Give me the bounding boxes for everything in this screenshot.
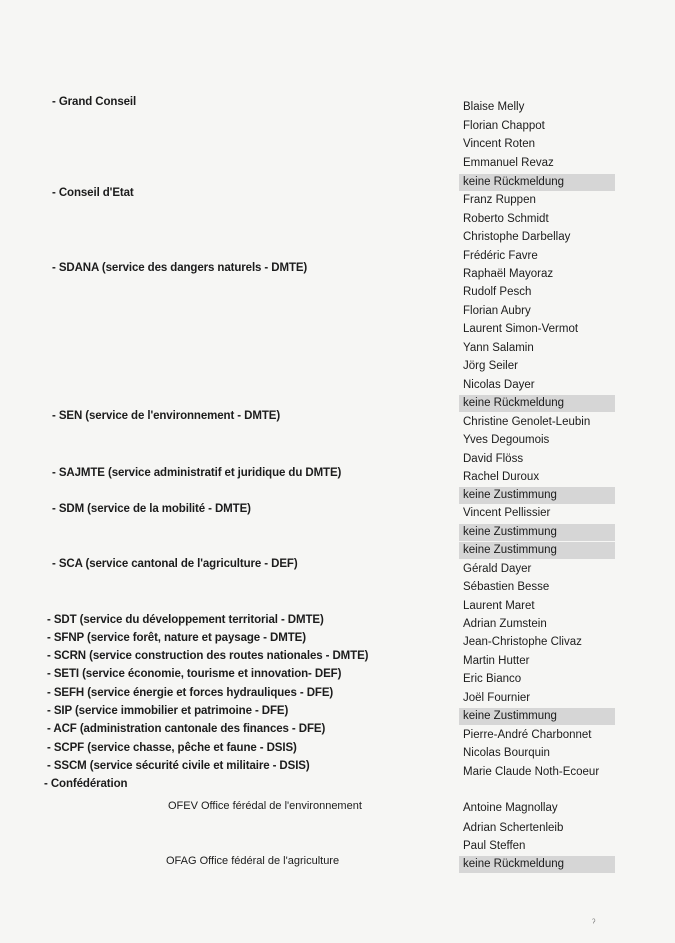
- contact-name: Christine Genolet-Leubin: [463, 416, 591, 428]
- contact-name: Antoine Magnollay: [463, 802, 558, 814]
- contact-name: Blaise Melly: [463, 101, 525, 113]
- label-sip: - SIP (service immobilier et patrimoine - DFE): [47, 705, 289, 717]
- page-mark-icon: ˀ: [592, 918, 596, 929]
- label-sen: - SEN (service de l'environnement - DMTE): [52, 410, 281, 422]
- label-grand-conseil: - Grand Conseil: [52, 96, 137, 108]
- label-sfnp: - SFNP (service forêt, nature et paysage - DMTE): [47, 632, 306, 644]
- contact-name: Gérald Dayer: [463, 563, 532, 575]
- label-sdana: - SDANA (service des dangers naturels - DMTE): [52, 262, 308, 274]
- contact-name: Florian Chappot: [463, 120, 545, 132]
- contact-name: Vincent Roten: [463, 138, 536, 150]
- contact-name: Yann Salamin: [463, 342, 534, 354]
- contact-name: Eric Bianco: [463, 673, 522, 685]
- label-sscm: - SSCM (service sécurité civile et militaire - DSIS): [47, 760, 310, 772]
- contact-name: Adrian Schertenleib: [463, 822, 564, 834]
- status-entry: keine Rückmeldung: [459, 174, 615, 191]
- contact-name: Frédéric Favre: [463, 250, 538, 262]
- contact-name: Franz Ruppen: [463, 194, 536, 206]
- contact-column: [455, 0, 615, 943]
- contact-name: Laurent Simon-Vermot: [463, 323, 579, 335]
- contact-name: Marie Claude Noth-Ecoeur: [463, 766, 600, 778]
- contact-name: David Flöss: [463, 453, 524, 465]
- label-sdm: - SDM (service de la mobilité - DMTE): [52, 503, 251, 515]
- contact-name: Florian Aubry: [463, 305, 531, 317]
- contact-name: Paul Steffen: [463, 840, 526, 852]
- contact-name: Rachel Duroux: [463, 471, 540, 483]
- label-scpf: - SCPF (service chasse, pêche et faune - DSIS): [47, 742, 297, 754]
- contact-name: Vincent Pellissier: [463, 507, 551, 519]
- label-ofag: OFAG Office fédéral de l'agriculture: [166, 855, 340, 867]
- contact-name: Sébastien Besse: [463, 581, 550, 593]
- label-sajmte: - SAJMTE (service administratif et juridique du DMTE): [52, 467, 342, 479]
- contact-name: Jean-Christophe Clivaz: [463, 636, 582, 648]
- contact-name: Roberto Schmidt: [463, 213, 549, 225]
- status-entry: keine Rückmeldung: [459, 856, 615, 873]
- contact-name: Joël Fournier: [463, 692, 531, 704]
- contact-name: Jörg Seiler: [463, 360, 518, 372]
- status-entry: keine Zustimmung: [459, 542, 615, 559]
- contact-name: Nicolas Bourquin: [463, 747, 550, 759]
- contact-name: Yves Degoumois: [463, 434, 550, 446]
- status-entry: keine Zustimmung: [459, 524, 615, 541]
- label-conseil-etat: - Conseil d'Etat: [52, 187, 134, 199]
- label-sca: - SCA (service cantonal de l'agriculture - DEF): [52, 558, 298, 570]
- label-scrn: - SCRN (service construction des routes nationales - DMTE): [47, 650, 369, 662]
- label-acf: - ACF (administration cantonale des finances - DFE): [47, 723, 326, 735]
- status-entry: keine Rückmeldung: [459, 395, 615, 412]
- label-confederation: - Confédération: [44, 778, 128, 790]
- contact-name: Martin Hutter: [463, 655, 530, 667]
- contact-name: Rudolf Pesch: [463, 286, 532, 298]
- contact-name: Raphaël Mayoraz: [463, 268, 554, 280]
- label-sefh: - SEFH (service énergie et forces hydrauliques - DFE): [47, 687, 334, 699]
- label-sdt: - SDT (service du développement territorial - DMTE): [47, 614, 324, 626]
- status-entry: keine Zustimmung: [459, 487, 615, 504]
- contact-name: Laurent Maret: [463, 600, 535, 612]
- label-seti: - SETI (service économie, tourisme et innovation- DEF): [47, 668, 342, 680]
- label-ofev: OFEV Office férédal de l'environnement: [168, 800, 362, 812]
- contact-name: Christophe Darbellay: [463, 231, 571, 243]
- contact-name: Pierre-André Charbonnet: [463, 729, 592, 741]
- contact-name: Nicolas Dayer: [463, 379, 535, 391]
- status-entry: keine Zustimmung: [459, 708, 615, 725]
- contact-name: Emmanuel Revaz: [463, 157, 554, 169]
- contact-name: Adrian Zumstein: [463, 618, 547, 630]
